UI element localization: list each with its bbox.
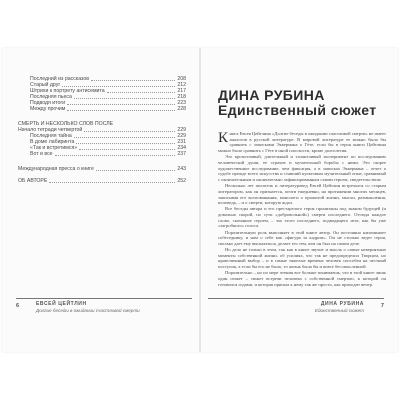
toc-entry-page-number: 229 <box>177 133 186 139</box>
toc-leader-dots <box>84 131 175 132</box>
toc-entry-title: Последняя тайна <box>30 133 72 139</box>
essay-paragraph: Все беседы автора и его престарелого героя пронизаны под знаком будущей (и довольно скорой, по сути «добровольной») смерти последнего. Отсюда каждое слово, сказанное героем, – эхо этого последнего, подводящего итог, как бы уже «загробного» голоса. <box>218 206 386 229</box>
essay-paragraph: Но дело не только в этом, так как в книге звучит и мысль о самые невероятные моменты собственной жизни, об усилиях, что так не предопределил Творцом, но нравственный выбор – и в самые тяжелые времена человек способен на честный поступок, а если бы его не было, то жизнь была бы и вовсе бессмысленной. <box>218 247 386 270</box>
essay-paragraph-text: нига Евсея Цейтлина «Долгие беседы в ожидании счастливой смерти» не имеет аналогов в русской литературе. В мировой литературе ее можно было бы сравнить с записками Эккермана о Гёте, если бы в героя книги Цейтлина можно было сравнить с Гёте в иной плоскости, кроме долголетия. <box>218 131 386 154</box>
toc-leader-dots <box>107 92 175 93</box>
toc-entry-title: Начало тетради четвертой <box>18 127 83 133</box>
drop-cap-letter: К <box>218 130 229 146</box>
toc-entry-page-number: 234 <box>177 145 186 151</box>
toc-entry-page-number: 208 <box>177 76 186 82</box>
essay-paragraph: Несколько лет писатель и литературовед Евсей Цейтлин встречался со старым литератором, как он признается, почти ежедневно, на протяжении многих месяцев, записывая его воспоминания, монологи о прожитой жизни, мысли, размышления, исповедь, – и о смерти, которую ждал. <box>218 183 386 206</box>
toc-entry-page-number: 228 <box>177 106 186 112</box>
essay-title-heading: Единственный сюжет <box>218 102 377 118</box>
toc-leader-dots <box>49 182 175 183</box>
toc-entry-page-number: 231 <box>177 139 186 145</box>
toc-leader-dots <box>55 155 175 156</box>
toc-entry-page-number: 212 <box>177 82 186 88</box>
toc-entry-title: Последняя пьеса <box>30 94 72 100</box>
toc-entry-title: Старый друг <box>30 82 61 88</box>
toc-entry-title: СМЕРТЬ И НЕСКОЛЬКО СЛОВ ПОСЛЕ <box>18 121 114 127</box>
toc-leader-dots <box>96 170 175 171</box>
toc-entry-title: Подводя итоги <box>30 100 66 106</box>
toc-entry-page-number: 223 <box>177 100 186 106</box>
right-running-head-subtitle: Единственный сюжет <box>314 308 364 313</box>
left-footer-rule <box>16 298 192 299</box>
toc-entry-title: Международная пресса о книге <box>18 166 94 172</box>
toc-entry-page-number: 252 <box>177 178 186 184</box>
toc-entry-title: Вот и все <box>30 151 53 157</box>
toc-entry-title: «Так и встретимся» <box>30 145 78 151</box>
essay-paragraph: Поразительно – но по мере чтения все больше понимаешь, что в этой книге лишь один сюжет – сюжет встречи человека с собственной смертью, к которой он готовился годами, и которая пришла к нему так же просто, как приходит вечер. <box>218 270 386 287</box>
left-page-number: 6 <box>16 303 20 309</box>
toc-entry-page-number: 217 <box>177 88 186 94</box>
essay-paragraph: Поразительную роль выполняет в этой книге автор. Он постоянно напоминает собеседнику, и нам о себе как «фигура за кадром». Он не столько ведет героя, сколько дает ему высказаться, делает его тем, кем он был на самом деле. <box>218 229 386 246</box>
toc-entry-title: Последний из рассказов <box>30 76 89 82</box>
toc-leader-dots <box>67 104 175 105</box>
toc-entry-page-number: 229 <box>177 127 186 133</box>
essay-body <box>218 131 386 288</box>
toc-leader-dots <box>67 110 175 111</box>
toc-leader-dots <box>74 137 175 138</box>
right-footer-rule <box>208 298 384 299</box>
toc-leader-dots <box>91 80 175 81</box>
author-heading: ДИНА РУБИНА <box>218 87 325 103</box>
toc-leader-dots <box>76 143 175 144</box>
toc-entry-page-number: 243 <box>177 166 186 172</box>
right-page-number: 7 <box>380 303 384 309</box>
toc-entry <box>18 166 186 172</box>
toc-entry-title: Между прочим <box>30 106 66 112</box>
toc-entry <box>18 178 186 184</box>
right-running-head-title: ДИНА РУБИНА <box>320 301 364 307</box>
toc-leader-dots <box>79 149 175 150</box>
left-running-head-title: ЕВСЕЙ ЦЕЙТЛИН <box>36 301 87 307</box>
book-gutter <box>199 48 201 352</box>
toc-leader-dots <box>62 86 175 87</box>
toc-entry-page-number: 218 <box>177 94 186 100</box>
toc-entry-title: Штрихи к портрету антисемита <box>30 88 105 94</box>
essay-paragraph <box>218 131 386 154</box>
toc-entry <box>30 106 186 112</box>
toc-entry <box>30 151 186 157</box>
toc-entry-page-number: 237 <box>177 151 186 157</box>
essay-paragraph: Это кропотливый, длительный и талантливый эксперимент по исследованию человеческой души, ее страхов и мучительной борьбы с ними. Это скорее художественное исследование, чем фиксация, а в записках Эккермана – отчет о судьбе прежде всего искусства и ставший культовым мучительный опыт, сравнимый с окончательным и окончательно зафиксированным самим героем, свидетельством. <box>218 154 386 183</box>
left-running-head-subtitle: Долгие беседы в ожидании счастливой смерти <box>36 308 140 313</box>
toc-entry-title: ОБ АВТОРЕ <box>18 178 48 184</box>
toc-leader-dots <box>74 98 175 99</box>
toc-entry-title: В доме лабиринта <box>30 139 75 145</box>
